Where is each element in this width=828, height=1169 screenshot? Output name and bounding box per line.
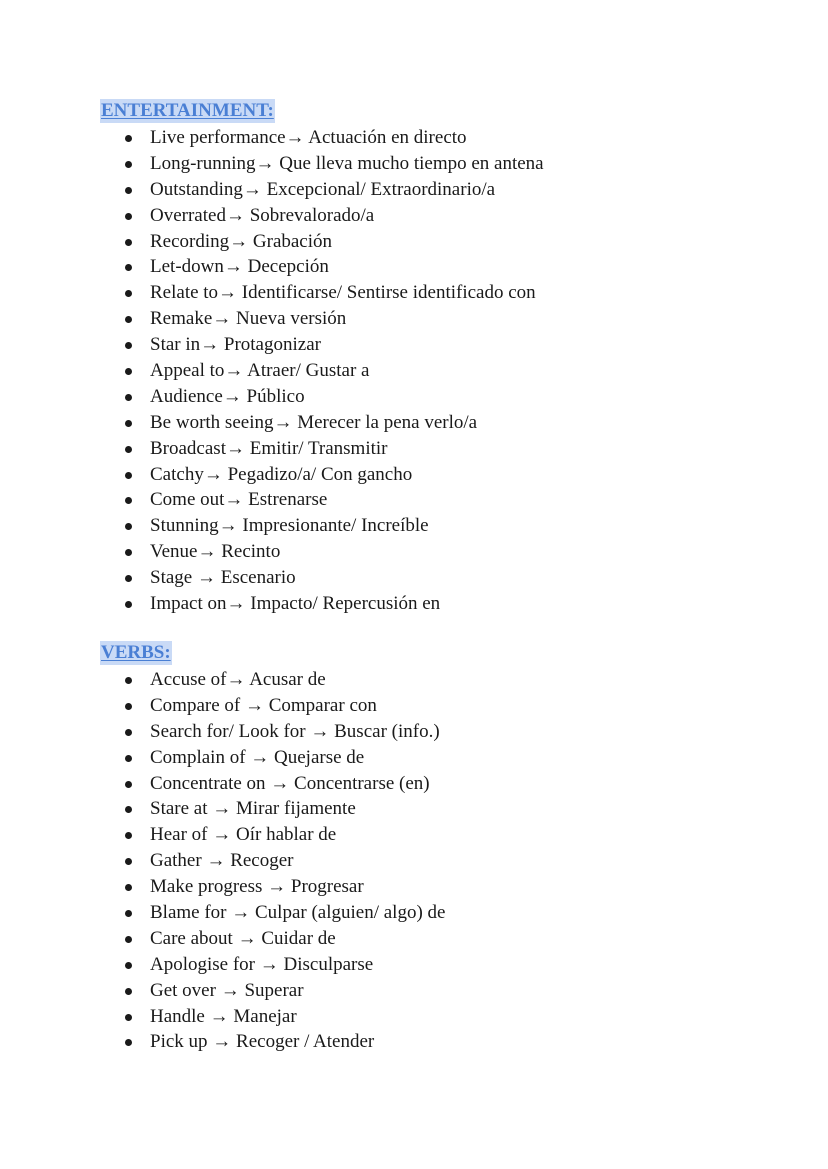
list-item: Venue→ Recinto [100, 539, 800, 565]
list-item: Apologise for → Disculparse [100, 952, 800, 978]
list-item: Remake→ Nueva versión [100, 306, 800, 332]
list-item: Handle → Manejar [100, 1004, 800, 1030]
list-item: Live performance→ Actuación en directo [100, 125, 800, 151]
list-item: Star in→ Protagonizar [100, 332, 800, 358]
entertainment-section [100, 99, 800, 617]
list-item: Appeal to→ Atraer/ Gustar a [100, 358, 800, 384]
list-item: Come out→ Estrenarse [100, 487, 800, 513]
list-item: Impact on→ Impacto/ Repercusión en [100, 591, 800, 617]
verbs-list [100, 667, 800, 1055]
list-item: Gather → Recoger [100, 848, 800, 874]
list-item: Outstanding→ Excepcional/ Extraordinario/a [100, 177, 800, 203]
list-item: Catchy→ Pegadizo/a/ Con gancho [100, 462, 800, 488]
section-heading-entertainment: ENTERTAINMENT: [101, 100, 274, 121]
list-item: Be worth seeing→ Merecer la pena verlo/a [100, 410, 800, 436]
list-item: Overrated→ Sobrevalorado/a [100, 203, 800, 229]
list-item: Stunning→ Impresionante/ Increíble [100, 513, 800, 539]
entertainment-list [100, 125, 800, 617]
list-item: Recording→ Grabación [100, 229, 800, 255]
list-item: Long-running→ Que lleva mucho tiempo en antena [100, 151, 800, 177]
list-item: Care about → Cuidar de [100, 926, 800, 952]
verbs-section [100, 641, 800, 1055]
list-item: Accuse of→ Acusar de [100, 667, 800, 693]
list-item: Stage → Escenario [100, 565, 800, 591]
list-item: Search for/ Look for → Buscar (info.) [100, 719, 800, 745]
section-heading-verbs: VERBS: [101, 642, 171, 663]
list-item: Make progress → Progresar [100, 874, 800, 900]
list-item: Hear of → Oír hablar de [100, 822, 800, 848]
list-item: Audience→ Público [100, 384, 800, 410]
list-item: Relate to→ Identificarse/ Sentirse identificado con [100, 280, 800, 306]
list-item: Pick up → Recoger / Atender [100, 1029, 800, 1055]
list-item: Broadcast→ Emitir/ Transmitir [100, 436, 800, 462]
list-item: Stare at → Mirar fijamente [100, 796, 800, 822]
list-item: Complain of → Quejarse de [100, 745, 800, 771]
list-item: Concentrate on → Concentrarse (en) [100, 771, 800, 797]
list-item: Compare of → Comparar con [100, 693, 800, 719]
list-item: Blame for → Culpar (alguien/ algo) de [100, 900, 800, 926]
list-item: Get over → Superar [100, 978, 800, 1004]
list-item: Let-down→ Decepción [100, 254, 800, 280]
